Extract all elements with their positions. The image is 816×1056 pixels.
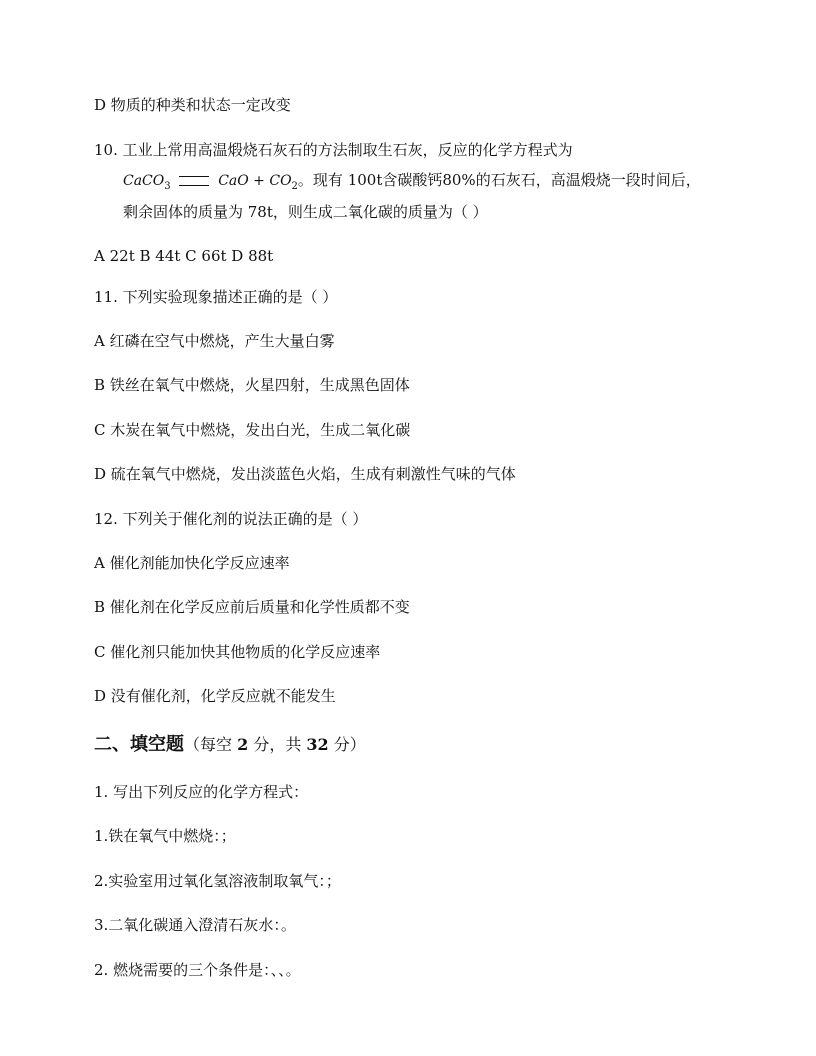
q12-option-a: A 催化剂能加快化学反应速率 [94, 554, 290, 572]
q11-option-b: B 铁丝在氧气中燃烧，火星四射，生成黑色固体 [94, 376, 410, 394]
q11-option-d: D 硫在氧气中燃烧，发出淡蓝色火焰，生成有刺激性气味的气体 [94, 465, 516, 483]
q12-option-d: D 没有催化剂，化学反应就不能发生 [94, 687, 336, 705]
fill2-stem: 2. 燃烧需要的三个条件是：、、。 [94, 961, 301, 979]
q10-stem-line2 [123, 170, 701, 197]
q10-stem-line1: 10. 工业上常用高温煅烧石灰石的方法制取生石灰，反应的化学方程式为 [94, 141, 573, 159]
q10-stem-line2-text: 。现有 100t含碳酸钙80%的石灰石，高温煅烧一段时间后， [297, 171, 701, 189]
q10-stem-line3: 剩余固体的质量为 78t，则生成二氧化碳的质量为（ ） [123, 203, 488, 221]
equation-reactant: CaCO$_3$ [123, 173, 171, 192]
section-score-note: （每空 2 分，共 32 分） [184, 735, 366, 754]
equation-equals-sign [179, 176, 209, 186]
fill1-stem: 1. 写出下列反应的化学方程式： [94, 783, 309, 801]
fill1-item1: 1.铁在氧气中燃烧：； [94, 827, 236, 845]
section-title: 二、填空题 [94, 734, 184, 755]
q11-option-c: C 木炭在氧气中燃烧，发出白光，生成二氧化碳 [94, 421, 411, 439]
fill1-item2: 2.实验室用过氧化氢溶液制取氧气：； [94, 872, 341, 890]
q9-option-d: D 物质的种类和状态一定改变 [94, 96, 291, 114]
section-heading-fill-in [94, 733, 366, 757]
q11-stem: 11. 下列实验现象描述正确的是（ ） [94, 288, 338, 306]
fill1-item3: 3.二氧化碳通入澄清石灰水：。 [94, 916, 296, 934]
q12-stem: 12. 下列关于催化剂的说法正确的是（ ） [94, 510, 368, 528]
q11-option-a: A 红磷在空气中燃烧，产生大量白雾 [94, 332, 335, 350]
q12-option-c: C 催化剂只能加快其他物质的化学反应速率 [94, 643, 381, 661]
equation-products: CaO + $CO_2$ [218, 173, 298, 192]
q12-option-b: B 催化剂在化学反应前后质量和化学性质都不变 [94, 598, 410, 616]
q10-options: A 22t B 44t C 66t D 88t [94, 247, 274, 265]
